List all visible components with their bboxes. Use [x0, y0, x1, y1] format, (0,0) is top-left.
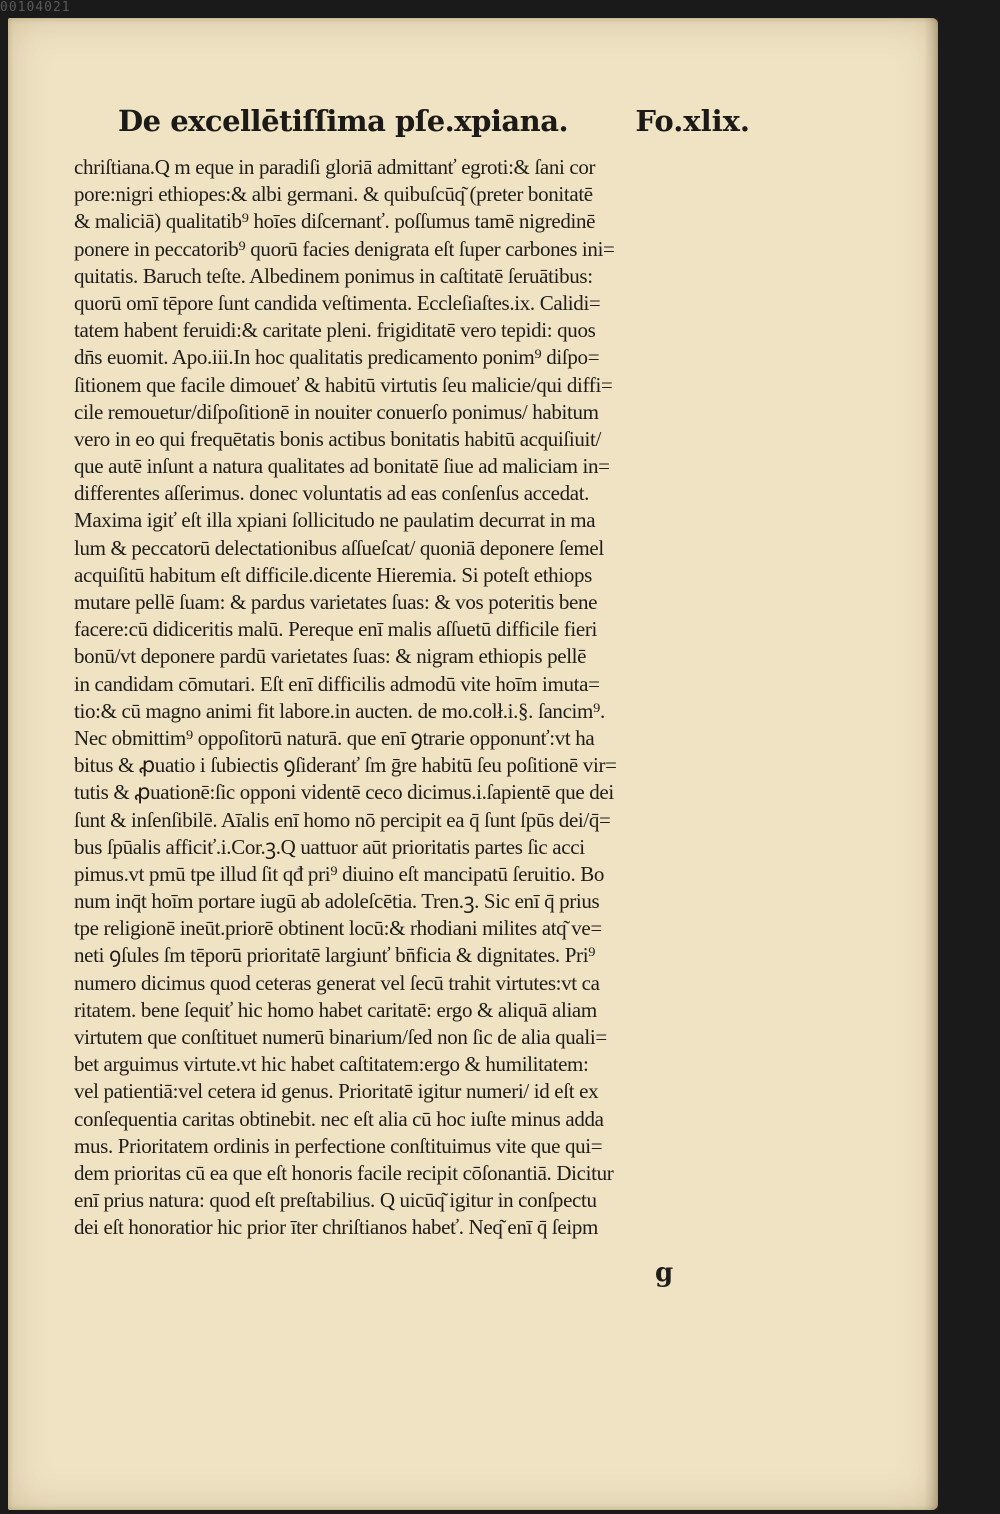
text-line: neti ꝯſules ſm tēporū prioritatē largiunť bn̄ficia & dignitates. Pri⁹: [74, 943, 596, 968]
text-line: numero dicimus quod ceteras generat vel ſecū trahit virtutes:vt ca: [74, 970, 600, 995]
text-line: chriſtiana.Q m eque in paradiſi gloriā admittanť egroti:& ſani cor: [74, 155, 596, 179]
text-line: dem prioritas cū ea que eſt honoris facile recipit cōſonantiā. Dicitur: [74, 1160, 614, 1185]
text-line: dn̄s euomit. Apo.iii.In hoc qualitatis predicamento ponim⁹ diſpo=: [74, 345, 600, 370]
text-line: virtutem que conſtituet numerū binarium/ſed non ſic de alia quali=: [74, 1025, 607, 1049]
text-line: Maxima igiť eſt illa xpiani ſollicitudo ne paulatim decurrat in ma: [74, 508, 596, 533]
text-line: vero in eo qui frequētatis bonis actibus bonitatis habitū acquiſiuit/: [74, 426, 601, 451]
text-line: facere:cū didiceritis malū. Pereque enī malis aſſuetū difficile fieri: [74, 617, 597, 642]
text-line: mutare pellē ſuam: & pardus varietates ſuas: & vos poteritis bene: [74, 590, 598, 614]
running-title: De excellētiſſima pſe.xpiana.: [118, 104, 569, 138]
text-line: bus ſpūalis afficiť.i.Cor.ꝫ.Q uattuor aūt prioritatis partes ſic acci: [74, 834, 585, 859]
book-page: [8, 18, 938, 1510]
text-line: quorū omī tēpore ſunt candida veſtimenta. Eccleſiaſtes.ix. Calidi=: [74, 290, 601, 315]
text-line: tatem habent feruidi:& caritate pleni. frigiditatē vero tepidi: quos: [74, 318, 596, 343]
text-line: pore:nigri ethiopes:& albi germani. & quibuſcūq͂ (preter bonitatē: [74, 182, 593, 207]
text-line: ponere in peccatorib⁹ quorū facies denigrata eſt ſuper carbones ini=: [74, 236, 615, 261]
text-line: & maliciā) qualitatib⁹ hoīes diſcernanť. poſſumus tamē nigredinē: [74, 209, 596, 234]
text-line: cile remouetur/diſpoſitionē in nouiter conuerſo ponimus/ habitum: [74, 399, 599, 424]
signature-mark: g: [655, 1258, 674, 1288]
text-line: bitus & ꝓuatio i ſubiectis ꝯſideranť ſm ḡre habitū ſeu poſitionē vir=: [74, 753, 617, 778]
text-line: tpe religionē ineūt.priorē obtinent locū:& rhodiani milites atq͂ ve=: [74, 916, 602, 941]
text-line: que autē inſunt a natura qualitates ad bonitatē ſiue ad maliciam in=: [74, 454, 610, 479]
text-line: ſitionem que facile dimoueť & habitū virtutis ſeu malicie/qui diffi=: [74, 372, 613, 397]
text-line: conſequentia caritas obtinebit. nec eſt alia cū hoc iuſte minus adda: [74, 1106, 604, 1131]
text-line: lum & peccatorū delectationibus aſſueſcat/ quoniā deponere ſemel: [74, 535, 604, 560]
text-line: ſunt & inſenſibilē. Aīalis enī homo nō percipit ea q̄ ſunt ſpūs dei/q̄=: [74, 807, 611, 832]
text-line: tio:& cū magno animi fit labore.in aucten. de mo.colł.i.§. ſancim⁹.: [74, 698, 605, 723]
text-line: acquiſitū habitum eſt difficile.dicente Hieremia. Si poteſt ethiops: [74, 562, 592, 587]
page-header: [118, 104, 750, 144]
text-line: pimus.vt pmū tpe illud ſit qđ pri⁹ diuino eſt mancipatū ſeruitio. Bo: [74, 861, 605, 886]
text-line: mus. Prioritatem ordinis in perfectione conſtituimus vite que qui=: [74, 1133, 603, 1158]
text-line: bet arguimus virtute.vt hic habet caſtitatem:ergo & humilitatem:: [74, 1052, 589, 1077]
text-line: dei eſt honoratior hic prior īter chriſtianos habeť. Neq͂ enī q̄ ſeipm: [74, 1215, 599, 1240]
text-line: Nec obmittim⁹ oppoſitorū naturā. que enī ꝯtrarie opponunť:vt ha: [74, 725, 595, 750]
text-line: bonū/vt deponere pardū varietates ſuas: & nigram ethiopis pellē: [74, 644, 587, 669]
body-text: [74, 154, 754, 1242]
text-line: quitatis. Baruch teſte. Albedinem ponimus in caſtitatē ſeruātibus:: [74, 263, 593, 288]
text-line: vel patientiā:vel cetera id genus. Prioritatē igitur numeri/ id eſt ex: [74, 1079, 599, 1104]
folio-number: Fo.xlix.: [635, 104, 750, 138]
scan-id-label: 00104021: [0, 0, 71, 15]
text-line: num inq̄t hoīm portare iugū ab adoleſcētia. Tren.ꝫ. Sic enī q̄ prius: [74, 889, 600, 914]
text-line: ritatem. bene ſequiť hic homo habet caritatē: ergo & aliquā aliam: [74, 997, 597, 1022]
text-line: tutis & ꝓuationē:ſic opponi videntē ceco dicimus.i.ſapientē que dei: [74, 780, 614, 805]
text-line: in candidam cōmutari. Eſt enī difficilis admodū vite hoīm imuta=: [74, 671, 600, 696]
text-line: enī prius natura: quod eſt preſtabilius. Q uicūq͂ igitur in conſpectu: [74, 1188, 597, 1213]
text-line: differentes aſſerimus. donec voluntatis ad eas conſenſus accedat.: [74, 481, 590, 506]
